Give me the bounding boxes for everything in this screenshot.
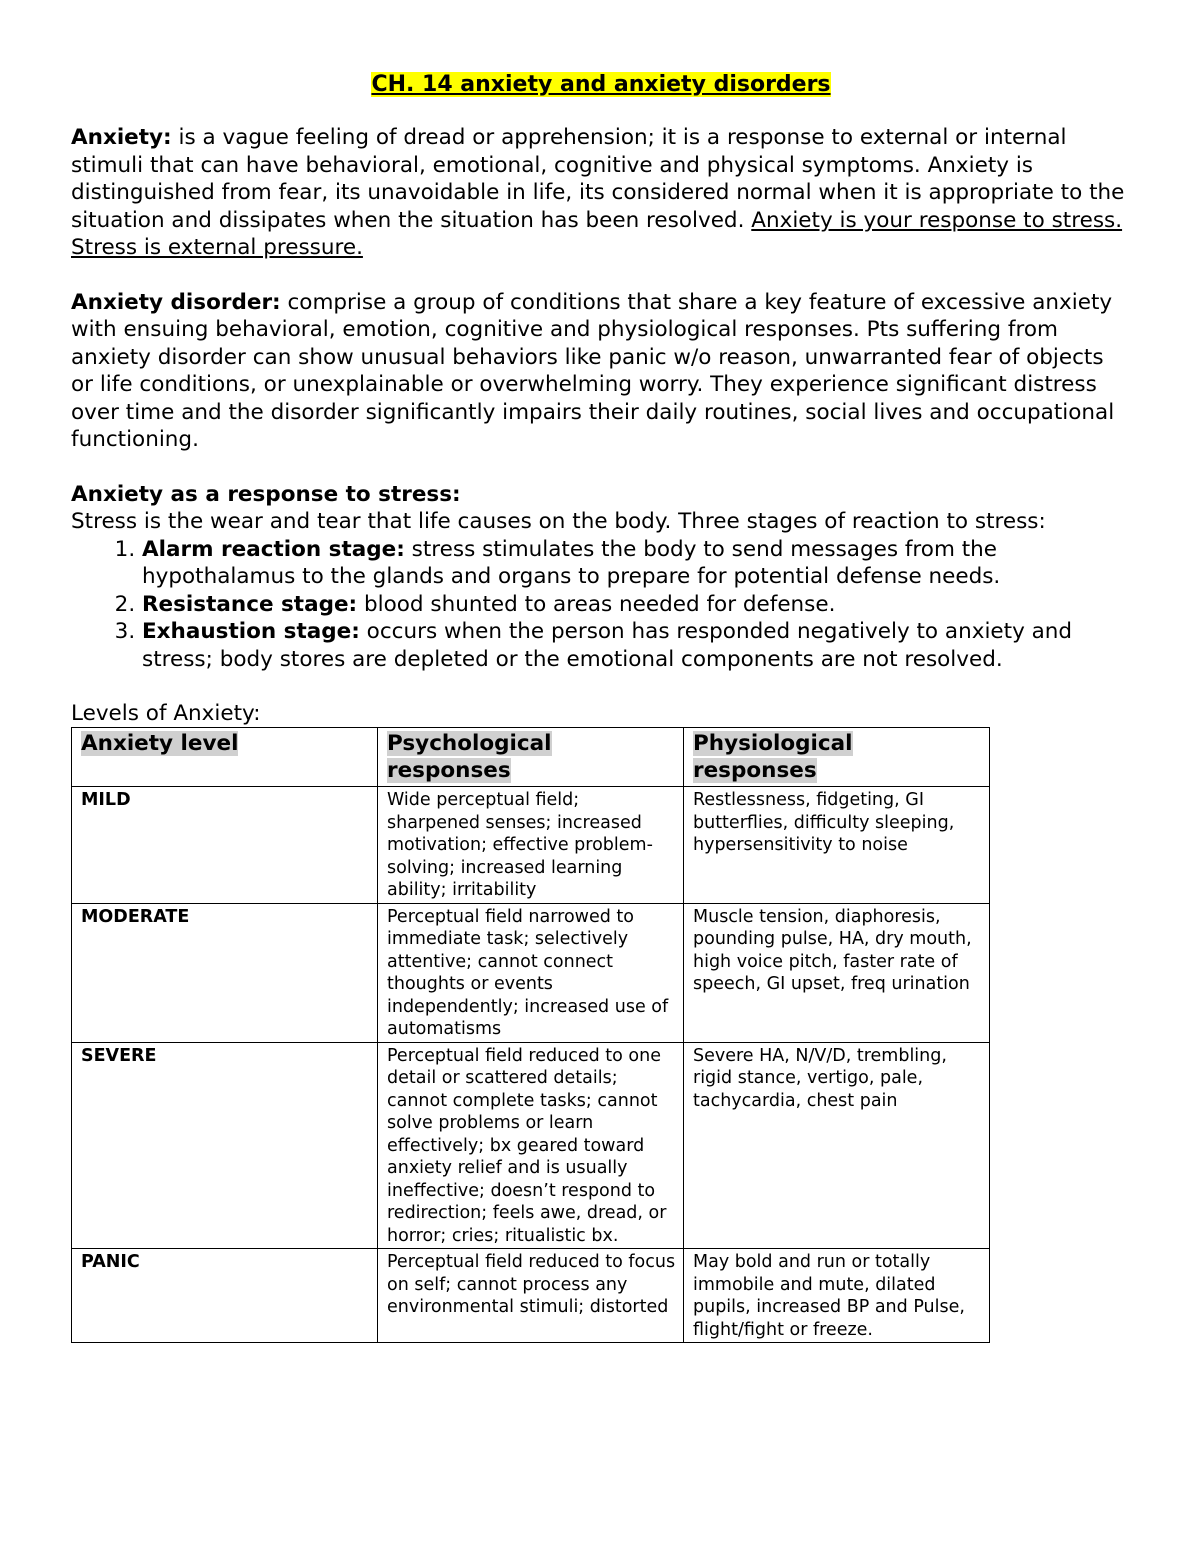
stress-response-intro: Stress is the wear and tear that life causes on the body. Three stages of reaction to stress:: [71, 509, 1046, 534]
anxiety-text: is a vague feeling of dread or apprehension; it is a response to external or internal stimuli that can have behavioral, emotional, cognitive and physical symptoms. Anxiety is distinguished from fear, its unavoidable in life, its considered normal when it is appropriate to the situation and dissipates when the situation has been resolved.: [71, 125, 1125, 233]
psych-cell: Perceptual field reduced to one detail or scattered details; cannot complete tasks; cannot solve problems or learn effectively; bx geared toward anxiety relief and is usually ineffective; doesn’t respond to redirection; feels awe, dread, or horror; cries; ritualistic bx.: [378, 1042, 684, 1249]
anxiety-disorder-term: Anxiety disorder:: [71, 289, 281, 315]
stress-response-heading: Anxiety as a response to stress:: [71, 481, 461, 507]
level-cell: MODERATE: [72, 903, 378, 1042]
list-item: 1. Alarm reaction stage: stress stimulates the body to send messages from the hypothalamus to the glands and organs to prepare for potential defense needs.: [142, 536, 1131, 591]
list-item: 3. Exhaustion stage: occurs when the person has responded negatively to anxiety and stress; body stores are depleted or the emotional components are not resolved.: [142, 618, 1131, 673]
table-row: [72, 1042, 990, 1249]
header-psychological: Psychological responses: [378, 728, 684, 787]
psych-cell: Wide perceptual field; sharpened senses; increased motivation; effective problem-solving; increased learning ability; irritability: [378, 787, 684, 904]
table-header-row: [72, 728, 990, 787]
level-cell: SEVERE: [72, 1042, 378, 1249]
anxiety-disorder-definition: [71, 289, 1131, 454]
levels-heading: Levels of Anxiety:: [71, 701, 261, 726]
anxiety-disorder-text: comprise a group of conditions that share a key feature of excessive anxiety with ensuing behavioral, emotion, cognitive and physiological responses. Pts suffering from anxiety disorder can show unusual behaviors like panic w/o reason, unwarranted fear of objects or life conditions, or unexplainable or overwhelming worry. They experience significant distress over time and the disorder significantly impairs their daily routines, social lives and occupational functioning.: [71, 289, 1115, 452]
document-title: CH. 14 anxiety and anxiety disorders: [371, 72, 831, 97]
header-anxiety-level: Anxiety level: [72, 728, 378, 787]
phys-cell: May bold and run or totally immobile and mute, dilated pupils, increased BP and Pulse, flight/fight or freeze.: [684, 1249, 990, 1343]
table-row: [72, 787, 990, 904]
level-cell: MILD: [72, 787, 378, 904]
psych-cell: Perceptual field reduced to focus on self; cannot process any environmental stimuli; distorted: [378, 1249, 684, 1343]
document-page: [71, 70, 1131, 1343]
table-row: [72, 903, 990, 1042]
list-item: 2. Resistance stage: blood shunted to areas needed for defense.: [142, 591, 1131, 619]
anxiety-levels-table: [71, 727, 990, 1343]
level-cell: PANIC: [72, 1249, 378, 1343]
anxiety-term: Anxiety:: [71, 125, 172, 150]
anxiety-definition: [71, 124, 1131, 262]
phys-cell: Muscle tension, diaphoresis, pounding pulse, HA, dry mouth, high voice pitch, faster rate of speech, GI upset, freq urination: [684, 903, 990, 1042]
anxiety-underlined-note: Anxiety is your response to stress. Stress is external pressure.: [71, 207, 1123, 260]
phys-cell: Restlessness, fidgeting, GI butterflies, difficulty sleeping, hypersensitivity to noise: [684, 787, 990, 904]
phys-cell: Severe HA, N/V/D, trembling, rigid stance, vertigo, pale, tachycardia, chest pain: [684, 1042, 990, 1249]
table-row: [72, 1249, 990, 1343]
header-physiological: Physiological responses: [684, 728, 990, 787]
stress-stages-list: [71, 536, 1131, 674]
psych-cell: Perceptual field narrowed to immediate task; selectively attentive; cannot connect thoughts or events independently; increased use of automatisms: [378, 903, 684, 1042]
